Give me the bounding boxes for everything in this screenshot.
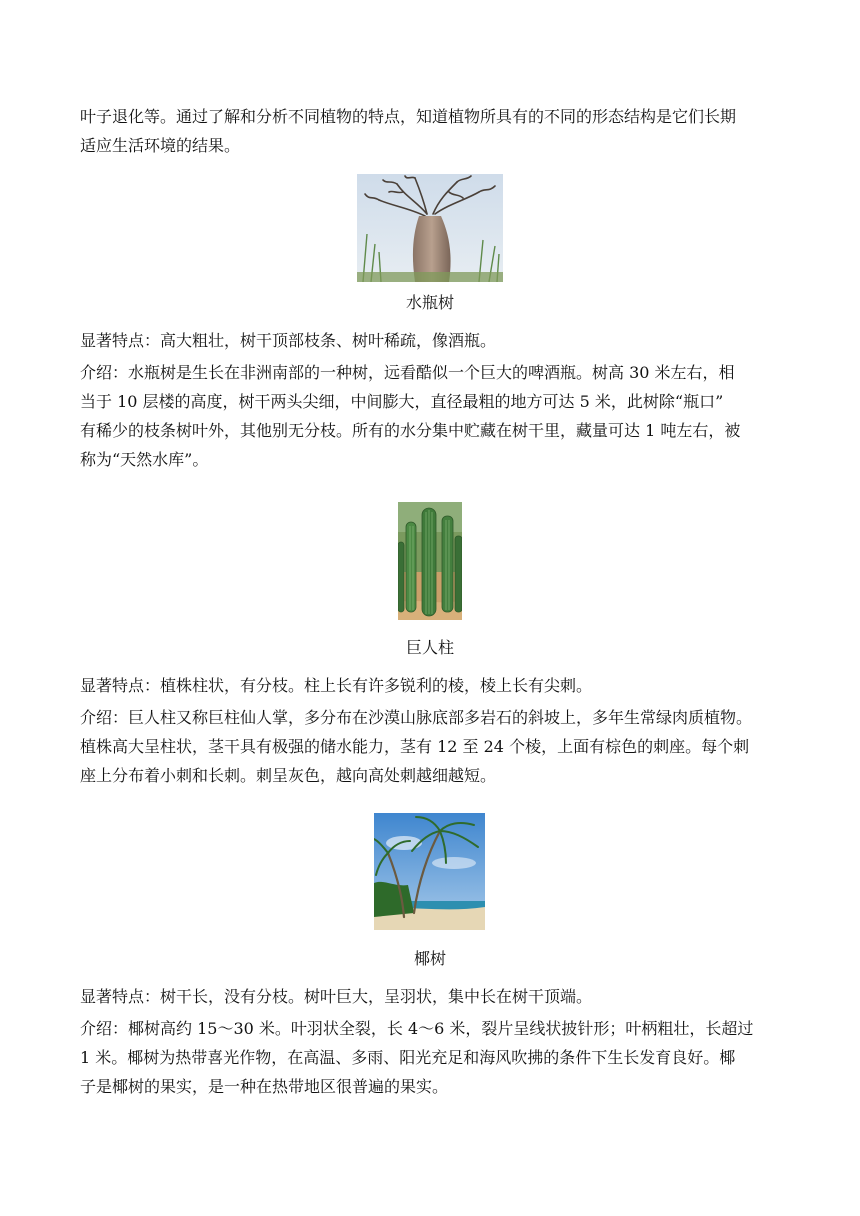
photo-caption: 水瓶树: [405, 293, 454, 312]
text-line: 1 米。椰树为热带喜光作物，在高温、多雨、阳光充足和海风吹拂的条件下生长发育良好。椰: [80, 1048, 736, 1067]
intro-detail-paragraph: [80, 1014, 782, 1101]
saguaro-cactus-photo: [398, 502, 462, 620]
feature-paragraph: [80, 671, 782, 700]
bottle-tree-photo: [357, 174, 503, 282]
text-line: 介绍：巨人柱又称巨柱仙人掌，多分布在沙漠山脉底部多岩石的斜坡上，多年生常绿肉质植物。: [80, 708, 753, 727]
text-line: 称为“天然水库”。: [80, 450, 209, 469]
intro-paragraph: [80, 102, 782, 160]
photo-caption: 巨人柱: [405, 638, 454, 657]
coconut-palm-photo: [374, 813, 485, 930]
text-line: 叶子退化等。通过了解和分析不同植物的特点，知道植物所具有的不同的形态结构是它们长期: [80, 107, 737, 126]
intro-detail-paragraph: [80, 358, 782, 474]
text-line: 显著特点：高大粗壮，树干顶部枝条、树叶稀疏，像酒瓶。: [80, 331, 497, 350]
text-line: 介绍：水瓶树是生长在非洲南部的一种树，远看酷似一个巨大的啤酒瓶。树高 30 米左右，相: [80, 363, 735, 382]
feature-paragraph: [80, 326, 782, 355]
text-line: 有稀少的枝条树叶外，其他别无分枝。所有的水分集中贮藏在树干里，藏量可达 1 吨左右，被: [80, 421, 741, 440]
text-line: 植株高大呈柱状，茎干具有极强的储水能力，茎有 12 至 24 个棱，上面有棕色的刺座。每个刺: [80, 737, 750, 756]
text-line: 显著特点：植株柱状，有分枝。柱上长有许多锐利的棱，棱上长有尖刺。: [80, 676, 593, 695]
text-line: 当于 10 层楼的高度，树干两头尖细，中间膨大，直径最粗的地方可达 5 米，此树除“瓶口”: [80, 392, 724, 411]
photo-caption: 椰树: [413, 949, 446, 968]
feature-paragraph: [80, 982, 782, 1011]
text-line: 显著特点：树干长，没有分枝。树叶巨大，呈羽状，集中长在树干顶端。: [80, 987, 593, 1006]
text-line: 座上分布着小刺和长刺。刺呈灰色，越向高处刺越细越短。: [80, 766, 497, 785]
text-line: 子是椰树的果实，是一种在热带地区很普遍的果实。: [80, 1077, 449, 1096]
text-line: 适应生活环境的结果。: [80, 136, 241, 155]
text-line: 介绍：椰树高约 15～30 米。叶羽状全裂，长 4～6 米，裂片呈线状披针形；叶柄粗壮，长超过: [80, 1019, 754, 1038]
intro-detail-paragraph: [80, 703, 782, 790]
